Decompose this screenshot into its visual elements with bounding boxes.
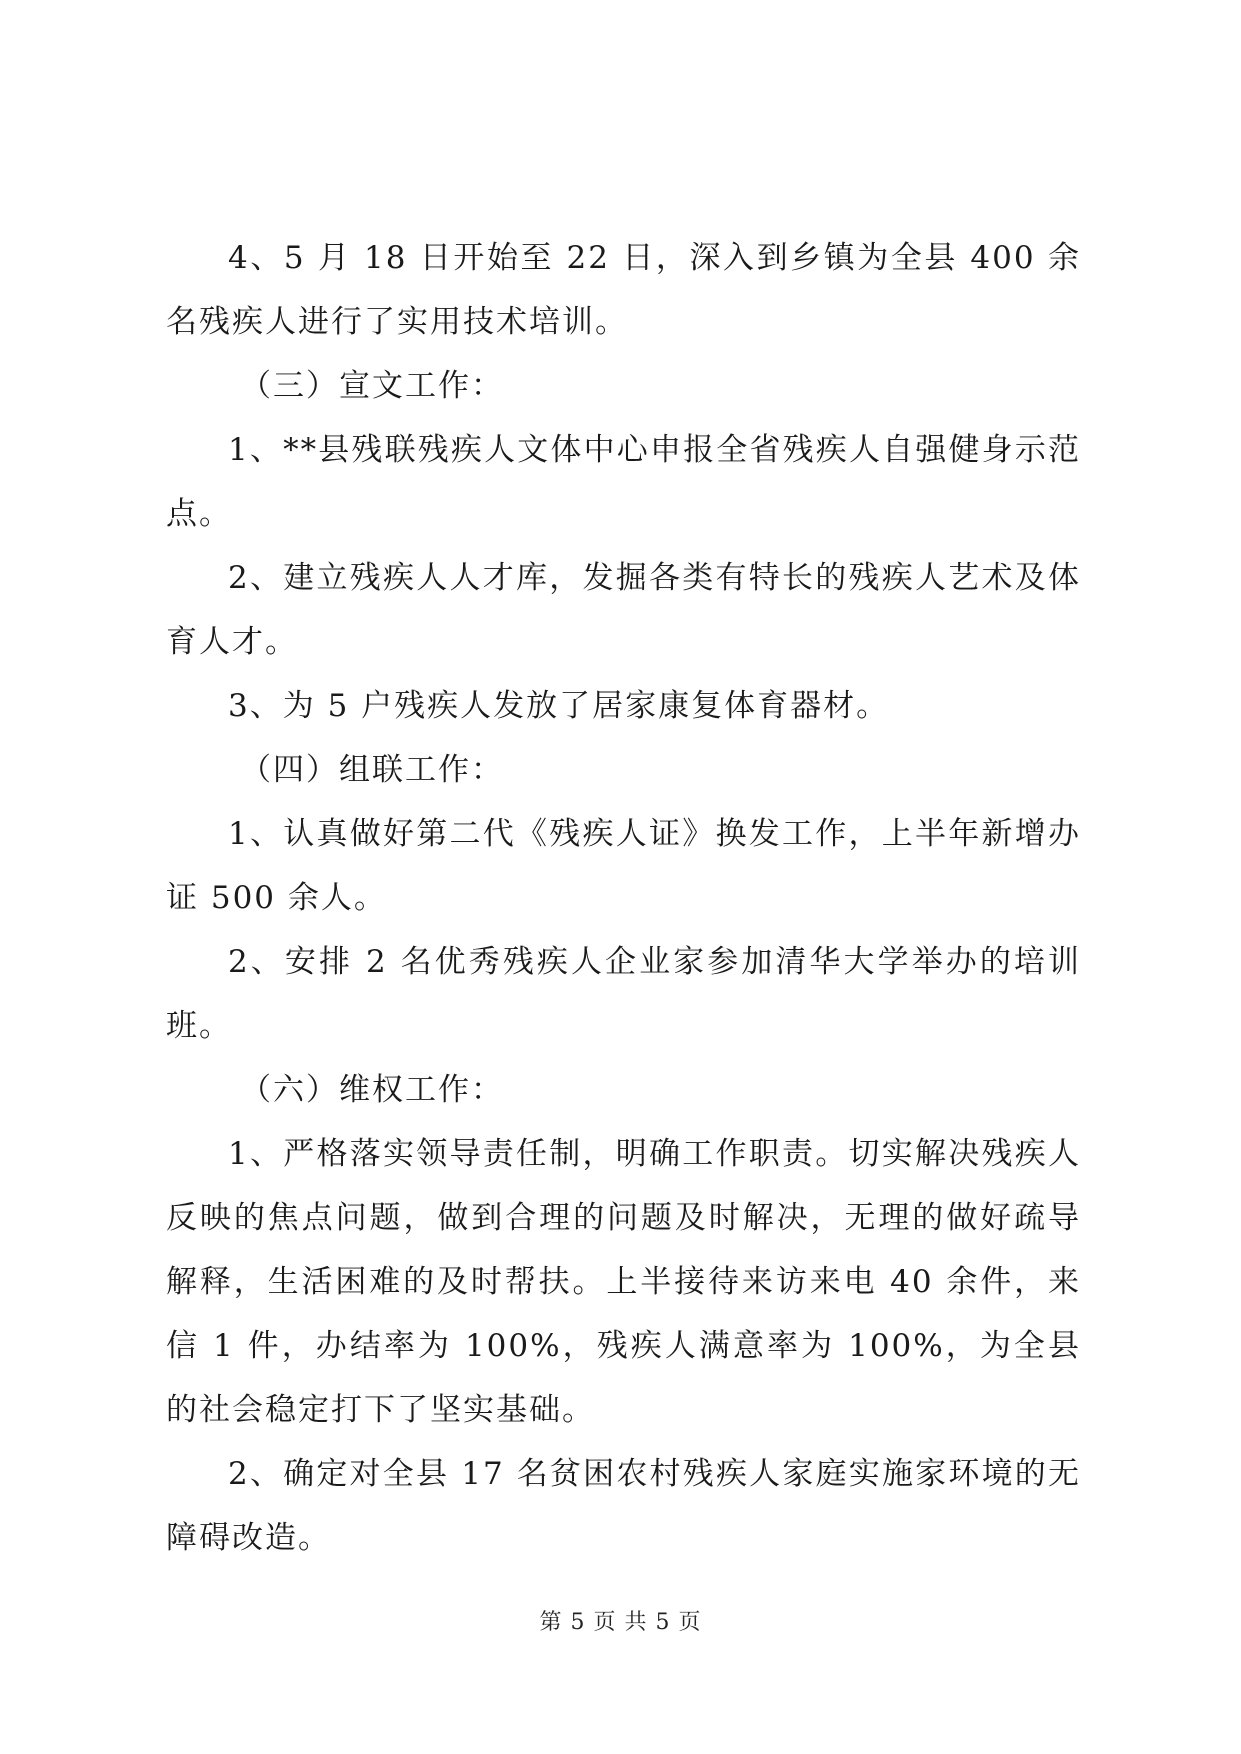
paragraph-certificate: 1、认真做好第二代《残疾人证》换发工作，上半年新增办证 500 余人。 — [166, 816, 1081, 916]
paragraph-tsinghua-training: 2、安排 2 名优秀残疾人企业家参加清华大学举办的培训班。 — [166, 944, 1081, 1044]
document-body — [166, 226, 1081, 1570]
paragraph-fitness-center: 1、**县残联残疾人文体中心申报全省残疾人自强健身示范点。 — [166, 432, 1081, 532]
paragraph-accessibility: 2、确定对全县 17 名贫困农村残疾人家庭实施家环境的无障碍改造。 — [166, 1456, 1081, 1556]
page-number-footer: 第 5 页 共 5 页 — [539, 1610, 702, 1635]
section-heading-organization: （四）组联工作： — [240, 752, 504, 788]
paragraph-talent-pool: 2、建立残疾人人才库，发掘各类有特长的残疾人艺术及体育人才。 — [166, 560, 1081, 660]
paragraph-training: 4、5 月 18 日开始至 22 日，深入到乡镇为全县 400 余名残疾人进行了实用技术培训。 — [166, 240, 1081, 340]
section-heading-rights: （六）维权工作： — [240, 1072, 504, 1108]
paragraph-equipment: 3、为 5 户残疾人发放了居家康复体育器材。 — [228, 688, 890, 724]
paragraph-responsibility: 1、严格落实领导责任制，明确工作职责。切实解决残疾人反映的焦点问题，做到合理的问题及时解决，无理的做好疏导解释，生活困难的及时帮扶。上半接待来访来电 40 余件，来信 1 件，办结率为 100%，残疾人满意率为 100%，为全县的社会稳定打下了坚实基础。 — [166, 1136, 1081, 1428]
section-heading-publicity: （三）宣文工作： — [240, 368, 504, 404]
